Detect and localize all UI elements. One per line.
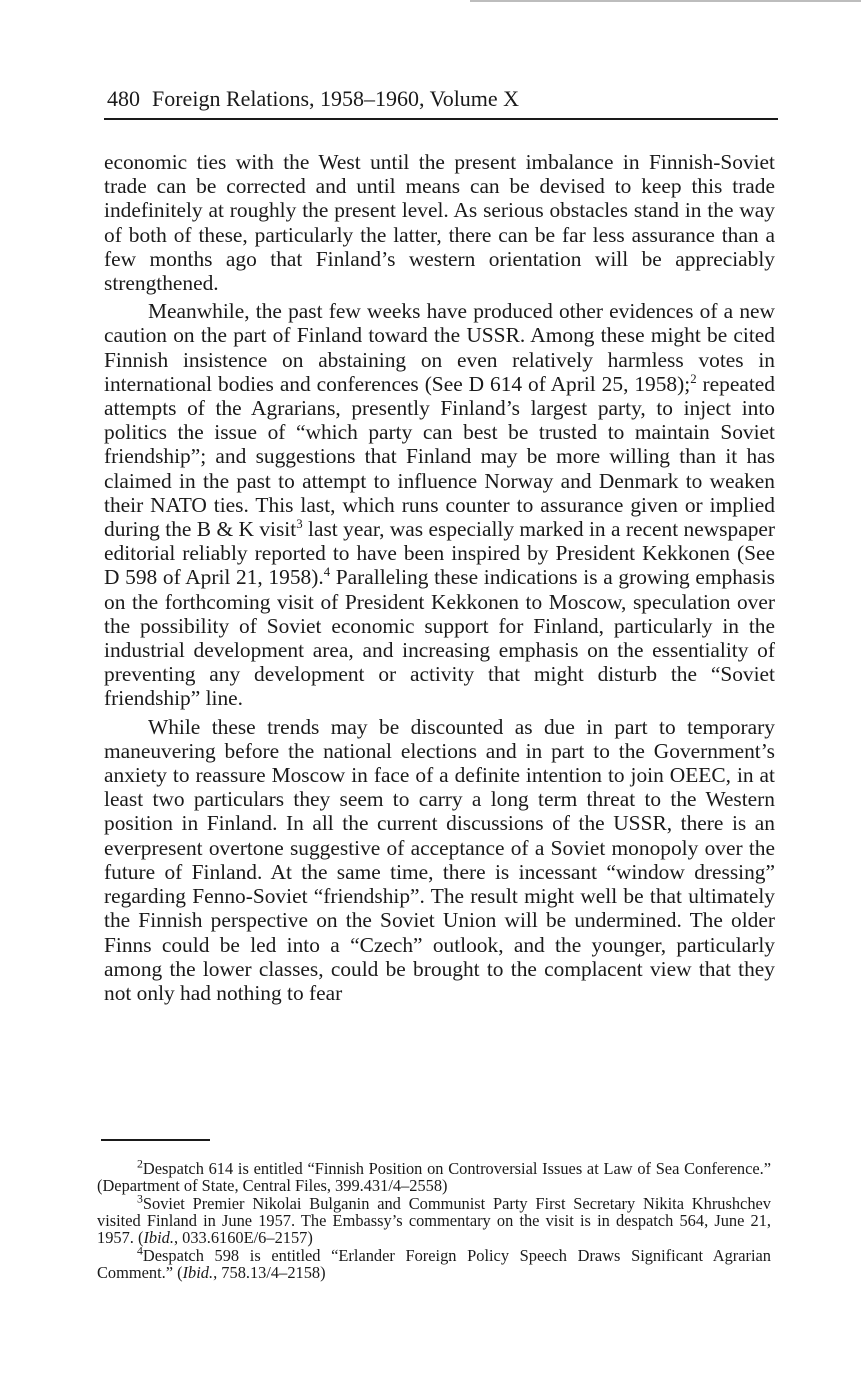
footnotes xyxy=(97,1156,771,1282)
footnote-ref: 2 xyxy=(690,371,697,386)
text-run: Despatch 598 is entitled “Erlander Foreign Policy Speech Draws Significant Agrarian Comment.” ( xyxy=(97,1246,771,1282)
text-run: Meanwhile, the past few weeks have produced other evidences of a new caution on the part of Finland toward the USSR. Among these might be cited Finnish insistence on abstaining on even relatively harmless votes in international bodies and conferences (See D 614 of April 25, 1958); xyxy=(104,299,775,396)
running-title: Foreign Relations, 1958–1960, Volume X xyxy=(152,86,520,111)
running-header xyxy=(107,84,777,114)
text-run: economic ties with the West until the present imbalance in Finnish-Soviet trade can be corrected and until means can be devised to keep this trade indefinitely at roughly the present level. As serious obstacles stand in the way of both of these, particularly the latter, there can be far less assurance than a few months ago that Finland’s western orientation will be appreciably strengthened. xyxy=(104,150,775,296)
footnote-ref: 4 xyxy=(323,565,331,580)
text-run: While these trends may be discounted as due in part to temporary maneuvering before the national elections and in part to the Government’s anxiety to reassure Moscow in face of a definite intention to join OEEC, in at least two particulars they seem to carry a long term threat to the Western position in Finland. In all the current discussions of the USSR, there is an everpresent overtone suggestive of acceptance of a Soviet monopoly over the future of Finland. At the same time, there is incessant “window dressing” regarding Fenno-Soviet “friendship”. The result might well be that ultimately the Finnish perspective on the Soviet Union will be undermined. The older Finns could be led into a “Czech” outlook, and the younger, particularly among the lower classes, could be brought to the complacent view that they not only had nothing to fear xyxy=(104,714,775,1005)
footnote xyxy=(97,1243,771,1282)
text-run: Despatch 614 is entitled “Finnish Position on Controversial Issues at Law of Sea Conference.” (Department of State, Central Files, 399.431/4–2558) xyxy=(97,1159,771,1195)
paragraph xyxy=(104,715,775,1005)
italic-text: Ibid. xyxy=(143,1228,174,1247)
text-run: , 758.13/4–2158) xyxy=(213,1263,326,1282)
header-rule xyxy=(104,118,778,120)
paragraph xyxy=(104,150,775,295)
footnote xyxy=(97,1156,771,1195)
text-run: , 033.6160E/6–2157) xyxy=(173,1228,313,1247)
footnote-rule xyxy=(101,1139,210,1141)
footnote-ref: 2 xyxy=(137,1156,143,1171)
footnote-ref: 3 xyxy=(296,516,303,531)
italic-text: Ibid. xyxy=(182,1263,214,1282)
top-edge-line xyxy=(470,0,861,2)
footnote xyxy=(97,1191,771,1247)
footnote-ref: 4 xyxy=(137,1243,143,1258)
footnote-ref: 3 xyxy=(137,1191,143,1206)
main-text xyxy=(104,150,775,1009)
text-run: repeated attempts of the Agrarians, presently Finland’s largest party, to inject into politics the issue of “which party can best be trusted to maintain Soviet friendship”; and suggestions that Finland may be more willing than it has claimed in the past to attempt to influence Norway and Denmark to weaken their NATO ties. This last, which runs counter to assurance given or implied during the B & K visit xyxy=(104,371,775,542)
text-run: Soviet Premier Nikolai Bulganin and Communist Party First Secretary Nikita Khrushchev visited Finland in June 1957. The Embassy’s commentary on the visit is in despatch 564, June 21, 1957. ( xyxy=(97,1194,771,1247)
paragraph xyxy=(104,299,775,710)
page-number: 480 xyxy=(107,86,140,111)
text-run: last year, was especially marked in a recent newspaper editorial reliably reported to have been inspired by President Kekkonen (See D 598 of April 21, 1958). xyxy=(104,517,776,590)
text-run: Paralleling these indications is a growing emphasis on the forthcoming visit of President Kekkonen to Moscow, speculation over the possibility of Soviet economic support for Finland, particularly in the industrial development area, and increasing emphasis on the essentiality of preventing any development or activity that might disturb the “Soviet friendship” line. xyxy=(104,565,775,711)
